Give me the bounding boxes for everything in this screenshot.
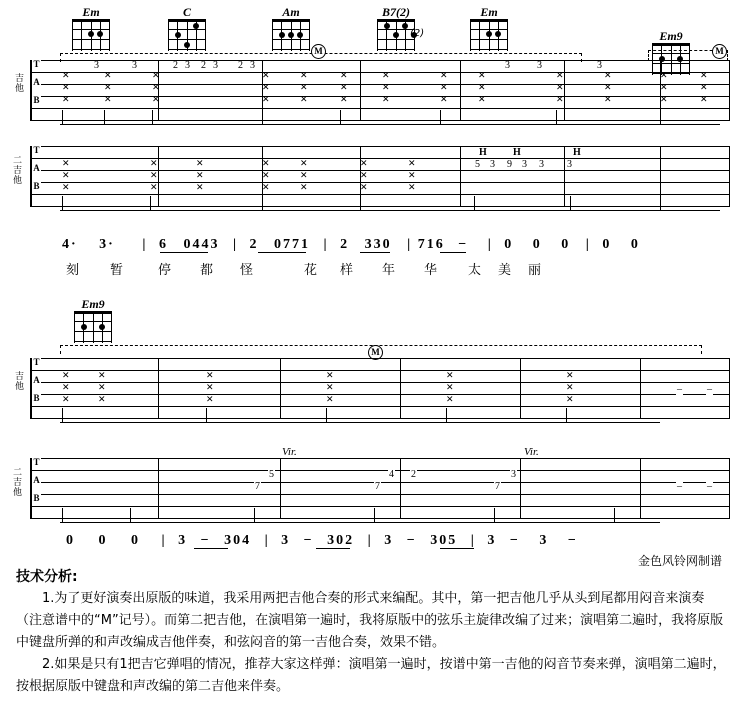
barline: | (407, 237, 413, 252)
melody-token: 4 (192, 237, 202, 252)
tab-number: 5 (475, 159, 480, 170)
stem (556, 110, 557, 124)
chord-grid (168, 19, 206, 51)
melody-token: 1 (301, 237, 311, 252)
mute-x: ✕ (62, 183, 70, 193)
mute-x: ✕ (478, 83, 486, 93)
melody-dash: − (509, 533, 520, 548)
melody-token: 1 (426, 237, 436, 252)
stem (374, 508, 375, 522)
melody-token: 3 (327, 533, 337, 548)
b7-fret-indicator: (2) (410, 28, 425, 39)
mute-x: ✕ (604, 83, 612, 93)
melody-token: 0 (504, 237, 514, 252)
mute-x: ✕ (360, 159, 368, 169)
mute-x: ✕ (98, 371, 106, 381)
mute-x: ✕ (382, 83, 390, 93)
melody-token: 4 (62, 237, 71, 252)
mute-x: ✕ (408, 183, 416, 193)
melody-token: 2 (340, 237, 350, 252)
stem (150, 196, 151, 210)
tab-number: 4 (389, 469, 394, 480)
chord-grid (72, 19, 110, 51)
tab-number: 3 (537, 60, 542, 71)
tab-number: 3 (597, 60, 602, 71)
mute-x: ✕ (556, 95, 564, 105)
barline: | (585, 237, 591, 252)
mute-x: ✕ (152, 83, 160, 93)
mute-x: ✕ (440, 83, 448, 93)
tab-number: 3 (213, 60, 218, 71)
stem (340, 110, 341, 124)
tab-number: 9 (507, 159, 512, 170)
melody-token: 7 (292, 237, 302, 252)
melody-dash: − (458, 237, 469, 252)
mute-x: ✕ (556, 83, 564, 93)
tab-number: 3 (132, 60, 137, 71)
melody-dash: − (303, 533, 314, 548)
stem (446, 408, 447, 422)
tab-number: – (707, 384, 712, 395)
melody-token: 4 (201, 237, 211, 252)
melody-beam (194, 548, 228, 549)
lyric-8: 年 (382, 263, 396, 278)
tab-number: – (677, 384, 682, 395)
mute-marker-m-2: M (712, 44, 727, 59)
stem (474, 196, 475, 210)
mute-x: ✕ (360, 183, 368, 193)
mute-x: ✕ (300, 71, 308, 81)
mute-x: ✕ (150, 183, 158, 193)
mute-x: ✕ (382, 95, 390, 105)
mute-x: ✕ (566, 395, 574, 405)
tab-letter-b-2: B (33, 181, 40, 191)
tab-number: 3 (522, 159, 527, 170)
tab-number: 7 (375, 481, 380, 492)
stem (262, 196, 263, 210)
melody-token: 0 (98, 533, 108, 548)
stem (262, 110, 263, 124)
tab-letter-a-1: A (33, 77, 40, 87)
melody-token: 2 (345, 533, 355, 548)
mute-x: ✕ (604, 95, 612, 105)
mute-x: ✕ (150, 159, 158, 169)
stem (62, 508, 63, 522)
melody-token: 0 (336, 533, 346, 548)
melody-token: 7 (417, 237, 427, 252)
tab-number: 2 (238, 60, 243, 71)
mute-x: ✕ (478, 95, 486, 105)
melody-token: 0 (630, 237, 640, 252)
mute-x: ✕ (300, 171, 308, 181)
melody-beam (440, 252, 466, 253)
chord-grid (470, 19, 508, 51)
melody-token: 3 (430, 533, 440, 548)
stem (660, 110, 661, 124)
mute-x: ✕ (206, 371, 214, 381)
mute-marker-m-1: M (311, 44, 326, 59)
stem (62, 110, 63, 124)
tab-number: 3 (250, 60, 255, 71)
melody-beam (258, 252, 306, 253)
mute-x: ✕ (206, 383, 214, 393)
melody-token: 0 (274, 237, 284, 252)
chord-name: Em9 (659, 29, 683, 43)
chord-diagram-am (268, 6, 314, 51)
lyric-10: 太 (468, 263, 482, 278)
mute-x: ✕ (408, 159, 416, 169)
vibrato-label-2: Vir. (524, 446, 539, 458)
mute-x: ✕ (660, 83, 668, 93)
tab-letter-b-4: B (33, 493, 40, 503)
tab-number: 3 (539, 159, 544, 170)
tab-number: 3 (511, 469, 516, 480)
mute-x: ✕ (262, 83, 270, 93)
mute-x: ✕ (660, 95, 668, 105)
melody-token: 7 (283, 237, 293, 252)
mute-x: ✕ (340, 83, 348, 93)
melody-beam (316, 548, 350, 549)
barline: | (264, 533, 270, 548)
barline: | (142, 237, 148, 252)
melody-token: 3 (210, 237, 220, 252)
tab-letter-a-4: A (33, 475, 40, 485)
mute-x: ✕ (566, 383, 574, 393)
mute-x: ✕ (62, 159, 70, 169)
chord-name: B7(2) (382, 5, 410, 19)
melody-dot: · (71, 237, 78, 252)
melody-token: 3 (364, 237, 374, 252)
lyric-1: 刻 (66, 263, 80, 278)
tab-number: – (707, 481, 712, 492)
tab-number: 3 (505, 60, 510, 71)
barline: | (470, 533, 476, 548)
tab-number: 3 (567, 159, 572, 170)
mute-x: ✕ (446, 383, 454, 393)
chord-name: Em (480, 5, 498, 19)
melody-beam (440, 548, 474, 549)
stem (254, 508, 255, 522)
staff-instrument-label-guitar2: 二吉他 (12, 156, 22, 186)
stem (62, 196, 63, 210)
tab-number: 3 (94, 60, 99, 71)
mute-x: ✕ (326, 371, 334, 381)
chord-name: C (182, 5, 191, 19)
melody-dash: − (406, 533, 417, 548)
lyric-6: 花 (304, 263, 318, 278)
mute-x: ✕ (152, 95, 160, 105)
melody-token: 0 (439, 533, 449, 548)
chord-name: Em9 (81, 297, 105, 311)
mute-x: ✕ (196, 159, 204, 169)
stem (494, 508, 495, 522)
analysis-heading: 技术分析: (16, 569, 78, 585)
mute-x: ✕ (660, 71, 668, 81)
melody-token: 0 (532, 237, 542, 252)
tab-number: 2 (173, 60, 178, 71)
hammer-mark: H (573, 147, 581, 158)
mute-x: ✕ (566, 371, 574, 381)
melody-token: 2 (249, 237, 259, 252)
melody-token: 5 (448, 533, 458, 548)
mute-x: ✕ (262, 71, 270, 81)
stem (326, 408, 327, 422)
mute-x: ✕ (446, 395, 454, 405)
lyric-4: 都 (200, 263, 214, 278)
mute-x: ✕ (300, 95, 308, 105)
melody-token: 3 (487, 533, 497, 548)
melody-token: 3 (99, 237, 109, 252)
melody-dash: 3 (539, 533, 549, 548)
mute-x: ✕ (262, 159, 270, 169)
barline: | (323, 237, 329, 252)
tab-number: 7 (495, 481, 500, 492)
melody-token: 0 (382, 237, 392, 252)
stem (62, 408, 63, 422)
tab-letter-b-1: B (33, 95, 40, 105)
mute-x: ✕ (340, 71, 348, 81)
melody-token: 3 (224, 533, 234, 548)
lyric-5: 怪 (240, 263, 254, 278)
melody-token: 3 (178, 533, 188, 548)
chord-diagram-em-2 (466, 6, 512, 51)
mute-x: ✕ (98, 383, 106, 393)
technical-analysis (16, 566, 726, 698)
melody-dot: · (108, 237, 115, 252)
mute-x: ✕ (98, 395, 106, 405)
mute-x: ✕ (262, 95, 270, 105)
analysis-paragraph-1: 1.为了更好演奏出原版的味道，我采用两把吉他合奏的形式来编配。其中，第一把吉他几乎从头到尾都用闷音来演奏（注意谱中的“M”记号）。而第二把吉他，在演唱第一遍时，我将原版中的弦乐主旋律改编了过来；演唱第二遍时，我将原版中键盘所弹的和声改编成吉他伴奏，和弦闷音的第一吉他合奏，效果不错。 (16, 591, 724, 650)
chord-grid (74, 311, 112, 343)
beam-line (60, 124, 720, 125)
tab-letter-t-2: T (33, 145, 40, 155)
tab-number: 3 (490, 159, 495, 170)
stem (660, 196, 661, 210)
mute-x: ✕ (152, 71, 160, 81)
mute-x: ✕ (700, 71, 708, 81)
melody-token: 3 (373, 237, 383, 252)
mute-x: ✕ (150, 171, 158, 181)
tab-number: 2 (411, 469, 416, 480)
mute-x: ✕ (604, 71, 612, 81)
chord-diagram-c (164, 6, 210, 51)
mute-x: ✕ (262, 183, 270, 193)
mute-x: ✕ (326, 395, 334, 405)
barline: | (367, 533, 373, 548)
barline: | (232, 237, 239, 252)
credit-text: 金色风铃网制谱 (637, 554, 722, 568)
tab-letter-b-3: B (33, 393, 40, 403)
tab-number: 5 (269, 469, 274, 480)
melody-token: 0 (561, 237, 571, 252)
melody-token: 6 (158, 237, 168, 252)
analysis-paragraph-2: 2.如果是只有1把吉它弹唱的情况，推荐大家这样弹：演唱第一遍时，按谱中第一吉他的闷音节奏来弹，演唱第二遍时，按根据原版中键盘和声改编的第二吉他来伴奏。 (16, 657, 726, 694)
mute-x: ✕ (104, 71, 112, 81)
melody-token: 3 (384, 533, 394, 548)
mute-x: ✕ (446, 371, 454, 381)
mute-x: ✕ (340, 95, 348, 105)
mute-x: ✕ (62, 383, 70, 393)
chord-diagram-em9-2 (68, 298, 118, 343)
melody-token: 0 (233, 533, 243, 548)
melody-dash: − (567, 533, 578, 548)
mute-x: ✕ (300, 83, 308, 93)
barline: | (487, 237, 493, 252)
tab-letter-t-4: T (33, 457, 40, 467)
mute-x: ✕ (408, 171, 416, 181)
hammer-mark: H (479, 147, 487, 158)
mute-marker-m-3: M (368, 345, 383, 360)
melody-line-2 (66, 534, 726, 548)
stem (440, 110, 441, 124)
mute-x: ✕ (104, 95, 112, 105)
mute-x: ✕ (62, 371, 70, 381)
mute-x: ✕ (62, 95, 70, 105)
melody-token: 0 (66, 533, 75, 548)
mute-x: ✕ (382, 71, 390, 81)
barline: | (161, 533, 167, 548)
melody-line-1 (62, 238, 722, 252)
stem (614, 508, 615, 522)
lyric-9: 华 (424, 263, 438, 278)
beam-line (60, 522, 660, 523)
mute-x: ✕ (556, 71, 564, 81)
mute-x: ✕ (104, 83, 112, 93)
stem (152, 110, 153, 124)
hammer-mark: H (513, 147, 521, 158)
staff-instrument-label-guitar1: 吉他 (14, 74, 24, 94)
vibrato-label-1: Vir. (282, 446, 297, 458)
staff-instrument-label-guitar2-2: 二吉他 (12, 468, 22, 498)
tab-number: 2 (201, 60, 206, 71)
staff-system-2-guitar1 (30, 358, 730, 420)
mute-x: ✕ (62, 171, 70, 181)
stem (570, 196, 571, 210)
stem (206, 408, 207, 422)
melody-beam (360, 252, 390, 253)
staff-instrument-label-guitar1-2: 吉他 (14, 372, 24, 392)
melody-token: 4 (242, 533, 252, 548)
stem (130, 508, 131, 522)
mute-x: ✕ (700, 95, 708, 105)
tab-number: 3 (185, 60, 190, 71)
mute-x: ✕ (262, 171, 270, 181)
lyric-7: 样 (340, 263, 354, 278)
melody-beam (160, 252, 208, 253)
mute-x: ✕ (360, 171, 368, 181)
tab-letter-a-3: A (33, 375, 40, 385)
chord-name: Em (82, 5, 100, 19)
mute-x: ✕ (326, 383, 334, 393)
mute-x: ✕ (62, 71, 70, 81)
chord-diagram-em-1 (68, 6, 114, 51)
mute-x: ✕ (478, 71, 486, 81)
chord-name: Am (282, 5, 300, 19)
melody-token: 0 (183, 237, 193, 252)
melody-token: 0 (131, 533, 140, 548)
tab-letter-t-3: T (33, 357, 40, 367)
mute-x: ✕ (206, 395, 214, 405)
mute-x: ✕ (196, 171, 204, 181)
stem (360, 196, 361, 210)
melody-token: 3 (281, 533, 291, 548)
tab-letter-a-2: A (33, 163, 40, 173)
melody-dash: − (200, 533, 211, 548)
lyric-3: 停 (158, 263, 172, 278)
tab-number: 7 (255, 481, 260, 492)
mute-x: ✕ (300, 183, 308, 193)
beam-line (60, 422, 660, 423)
lyric-11: 美 (498, 263, 512, 278)
tab-letter-t-1: T (33, 59, 40, 69)
stem (104, 110, 105, 124)
mute-x: ✕ (62, 83, 70, 93)
chord-grid (272, 19, 310, 51)
tab-number: – (677, 481, 682, 492)
melody-token: 6 (435, 237, 445, 252)
lyric-2: 暂 (110, 263, 124, 278)
stem (566, 408, 567, 422)
beam-line (60, 210, 720, 211)
staff-system-1-guitar2 (30, 146, 730, 208)
lyric-12: 丽 (528, 263, 542, 278)
mute-x: ✕ (440, 95, 448, 105)
melody-token: 0 (602, 237, 612, 252)
mute-x: ✕ (300, 159, 308, 169)
mute-x: ✕ (196, 183, 204, 193)
mute-x: ✕ (700, 83, 708, 93)
mute-x: ✕ (62, 395, 70, 405)
mute-x: ✕ (440, 71, 448, 81)
